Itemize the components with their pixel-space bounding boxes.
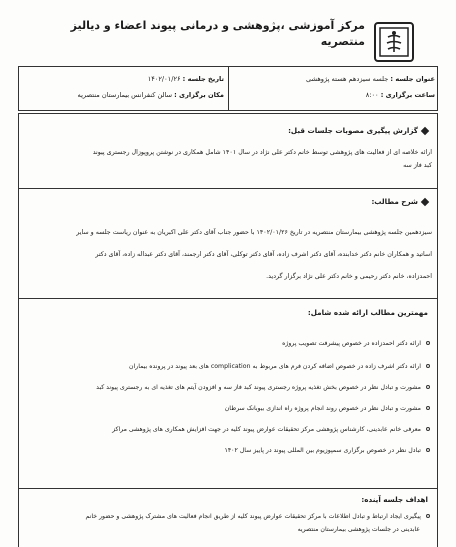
meeting-info-divider (228, 66, 229, 111)
bullet-icon (426, 385, 430, 389)
section-divider (18, 488, 438, 489)
meeting-subject-value: جلسه سیزدهم هسته پژوهشی (305, 75, 389, 83)
meeting-subject (235, 73, 435, 85)
bullet-icon (426, 364, 430, 368)
topic-text: ارائه دکتر احمدزاده در خصوص پیشرفت تصویب پروژه (282, 340, 421, 347)
list-item (25, 424, 430, 435)
meeting-time-value: ۸:۰۰ (365, 91, 379, 99)
topic-text: تبادل نظر در خصوص برگزاری سمپوزیوم بین المللی پیوند در پاییز سال ۱۴۰۲ (224, 447, 421, 454)
list-item (25, 338, 430, 349)
description-title: شرح مطالب: (371, 197, 418, 206)
section-bullet-icon (421, 198, 429, 206)
meeting-date (24, 73, 224, 85)
followup-title: گزارش پیگیری مصوبات جلسات قبل: (288, 126, 418, 135)
goal-text: پیگیری ایجاد ارتباط و تبادل اطلاعات با مرکز تحقیقات عوارض پیوند کلیه از طریق انجام فعالیت های مشترک پژوهشی و حضور خانم (85, 513, 421, 520)
bullet-icon (426, 341, 430, 345)
meeting-time-label: ساعت برگزاری : (380, 91, 435, 99)
list-item (22, 510, 430, 523)
topic-text: ارائه دکتر اشرف زاده در خصوص اضافه کردن فرم های مربوط به complication های بعد پیوند در پرونده بیماران (128, 363, 421, 370)
bullet-icon (426, 427, 430, 431)
list-item (25, 361, 430, 372)
description-line: سیزدهمین جلسه پژوهشی بیمارستان منتصریه در تاریخ ۱۴۰۲/۰۱/۲۶ با حضور جناب آقای دکتر علی اکبریان به عنوان ریاست جلسه و سایر (76, 229, 432, 236)
list-item (25, 445, 430, 456)
followup-line: ارائه خلاصه ای از فعالیت های پژوهشی توسط خانم دکتر علی نژاد در سال ۱۴۰۱ شامل همکاری در نوشتن پروپوزال رجستری پیوند (92, 149, 432, 156)
list-item (25, 403, 430, 414)
meeting-place-label: مکان برگزاری : (174, 91, 224, 99)
followup-text (27, 146, 432, 172)
meeting-subject-label: عنوان جلسه : (390, 75, 435, 83)
bullet-icon (426, 514, 430, 518)
topic-text: مشورت و تبادل نظر در خصوص روند انجام پروژه راه اندازی بیوبانک سرطان (224, 405, 421, 412)
goals-text (22, 510, 430, 536)
topics-title: مهمترین مطالب ارائه شده شامل: (307, 308, 428, 317)
followup-heading (128, 125, 428, 136)
meeting-place (24, 89, 224, 101)
section-divider (18, 188, 438, 189)
topic-text: مشورت و تبادل نظر در خصوص بخش تغذیه پروژه رجستری پیوند کبد فاز سه و افزودن آیتم های تغذیه ای به رجستری پیوند کبد (96, 384, 421, 391)
followup-line: کبد فاز سه (403, 162, 432, 169)
bullet-icon (426, 448, 430, 452)
minutes-frame (18, 113, 438, 547)
section-bullet-icon (421, 127, 429, 135)
topics-list (25, 338, 430, 456)
document-title: مرکز آموزشی ،پژوهشی و درمانی پیوند اعضاء و دیالیز منتصریه (70, 19, 365, 48)
section-divider (18, 298, 438, 299)
goals-title: اهداف جلسه آینده: (361, 495, 428, 504)
description-line: احمدزاده، خانم دکتر رحیمی و خانم دکتر علی نژاد برگزار گردید. (266, 273, 432, 280)
list-item (25, 382, 430, 393)
institution-logo (374, 22, 414, 62)
goal-line: عابدینی در جلسات پژوهشی بیمارستان منتصریه (297, 526, 420, 533)
topic-text: معرفی خانم عابدینی، کارشناس پژوهشی مرکز تحقیقات عوارض پیوند کلیه در جهت افزایش همکاری های پژوهشی مراکز (112, 426, 421, 433)
description-line: اساتید و همکاران خانم دکتر خدابنده، آقای دکتر اشرف زاده، آقای دکتر توکلی، آقای دکتر ارجمند، آقای دکتر عبداله زاده، آقای دکتر (95, 251, 432, 258)
meeting-time (235, 89, 435, 101)
meeting-date-value: ۱۴۰۲/۰۱/۲۶ (147, 75, 181, 83)
meeting-date-label: تاریخ جلسه : (182, 75, 224, 83)
description-heading (128, 196, 428, 207)
bullet-icon (426, 406, 430, 410)
description-text (24, 222, 432, 288)
logo-emblem-icon (377, 25, 411, 59)
meeting-place-value: سالن کنفرانس بیمارستان منتصریه (77, 91, 173, 99)
